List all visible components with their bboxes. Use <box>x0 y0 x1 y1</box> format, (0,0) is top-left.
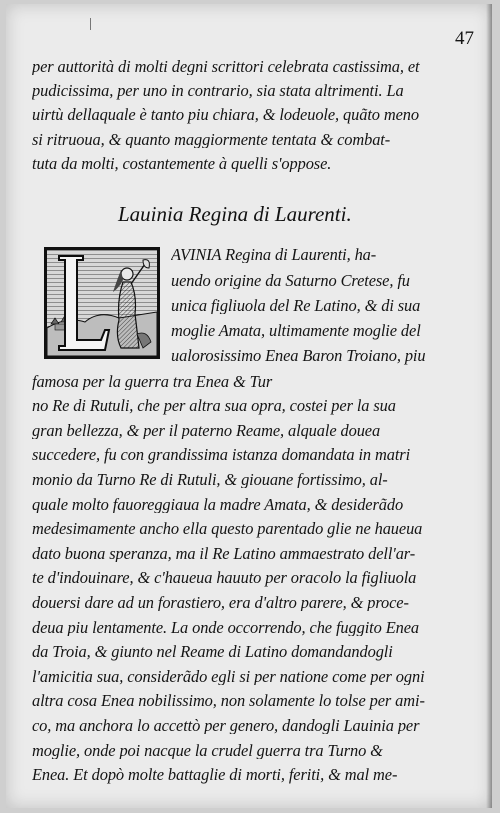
text-line: gran bellezza, & per il paterno Reame, alquale douea <box>32 422 381 440</box>
text-line: no Re di Rutuli, che per altra sua opra, costei per la sua <box>32 398 396 415</box>
text-line: famosa per la guerra tra Enea & Tur <box>32 373 273 390</box>
text-line: pudicissima, per uno in contrario, sia stata altrimenti. La <box>32 83 404 100</box>
first-line-text: AVINIA Regina di Laurenti, ha- <box>171 247 377 264</box>
text-line: uirtù dellaquale è tanto piu chiara, & lodeuole, quãto meno <box>32 107 419 124</box>
text-line: te d'indouinare, & c'haueua hauuto per oracolo la figliuola <box>32 570 417 587</box>
text-line: succedere, fu con grandissima istanza domandata in matri <box>32 447 411 464</box>
text-line: quale molto fauoreggiaua la madre Amata, & desiderãdo <box>32 496 404 513</box>
chapter-title: Lauinia Regina di Laurenti. <box>118 202 352 226</box>
book-page <box>6 4 492 808</box>
page-mark <box>90 18 91 30</box>
page-number: 47 <box>455 28 474 49</box>
first-line <box>171 247 463 263</box>
text-line: uendo origine da Saturno Cretese, fu <box>171 272 410 289</box>
text-line: monio da Turno Re di Rutuli, & giouane fortissimo, al- <box>32 471 388 489</box>
text-line: da Troia, & giunto nel Reame di Latino domandandogli <box>32 644 393 661</box>
text-line: si ritruoua, & quanto maggiormente tentata & combat- <box>32 131 391 148</box>
text-line: tuta da molti, costantemente à quelli s'oppose. <box>32 155 332 173</box>
text-line: moglie, onde poi nacque la crudel guerra tra Turno & <box>32 742 383 759</box>
text-line: Enea. Et dopò molte battaglie di morti, feriti, & mal me- <box>32 767 398 784</box>
woodcut-illustration <box>47 250 157 356</box>
text-line: medesimamente ancho ella questo parentado glie ne haueua <box>32 521 423 538</box>
text-line: deua piu lentamente. La onde occorrendo, che fuggito Enea <box>32 619 419 636</box>
text-line: per auttorità di molti degni scrittori celebrata castissima, et <box>32 59 420 76</box>
text-line: dato buona speranza, ma il Re Latino ammaestrato dell'ar- <box>32 545 416 563</box>
text-line: ualorosissimo Enea Baron Troiano, piu <box>171 348 426 365</box>
text-line: altra cosa Enea nobilissimo, non solamente lo tolse per ami- <box>32 693 425 710</box>
text-line: co, ma anchora lo accettò per genero, dandogli Lauinia per <box>32 717 420 735</box>
text-line: douersi dare ad un forastiero, era d'altro parere, & proce- <box>32 594 409 612</box>
text-line: unica figliuola del Re Latino, & di sua <box>171 297 421 315</box>
woodcut-initial-l <box>44 247 160 359</box>
text-line: moglie Amata, ultimamente moglie del <box>171 323 421 340</box>
text-line: l'amicitia sua, considerãdo egli si per natione come per ogni <box>32 668 425 686</box>
